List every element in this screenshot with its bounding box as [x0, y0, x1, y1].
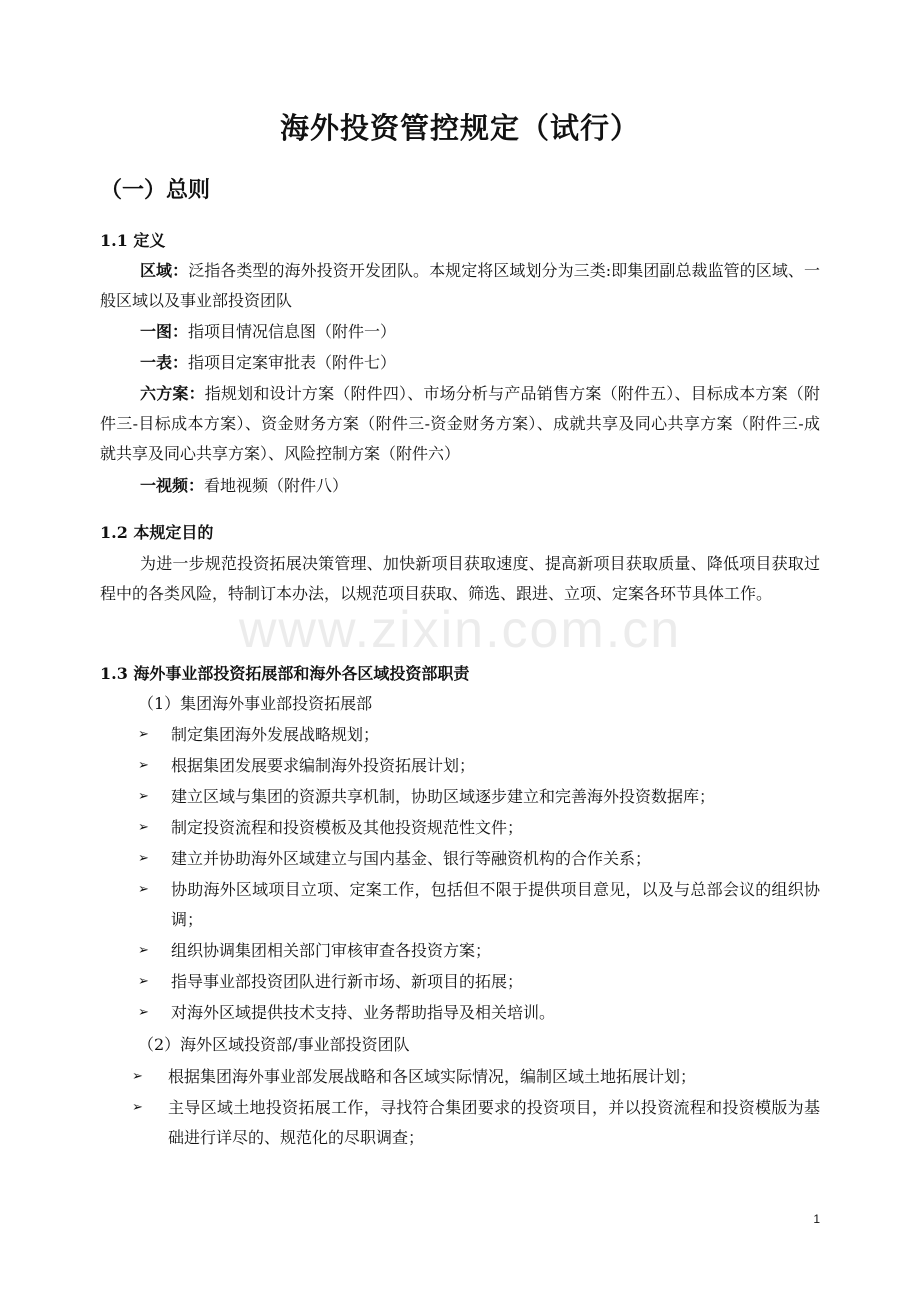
arrow-bullet-icon: ➢ [138, 974, 149, 989]
definition-term: 一表： [140, 353, 189, 372]
arrow-bullet-icon: ➢ [138, 789, 149, 804]
definition-text: 指项目情况信息图（附件一） [188, 322, 397, 341]
section-heading-general: （一）总则 [100, 177, 211, 203]
definition-term: 区域： [140, 261, 189, 280]
arrow-bullet-icon: ➢ [138, 851, 149, 866]
list-item: ➢ 指导事业部投资团队进行新市场、新项目的拓展； [138, 967, 820, 997]
definition-one-chart [100, 317, 820, 347]
definition-term: 一视频： [140, 476, 205, 495]
list-item: ➢ 建立区域与集团的资源共享机制，协助区域逐步建立和完善海外投资数据库； [138, 782, 820, 812]
arrow-bullet-icon: ➢ [138, 1005, 149, 1020]
arrow-bullet-icon: ➢ [138, 758, 149, 773]
list-item: ➢ 对海外区域提供技术支持、业务帮助指导及相关培训。 [138, 998, 820, 1028]
list-item: ➢ 协助海外区域项目立项、定案工作，包括但不限于提供项目意见，以及与总部会议的组织协调； [138, 875, 820, 935]
group-2-duties-list [132, 1062, 820, 1154]
list-item: ➢ 建立并协助海外区域建立与国内基金、银行等融资机构的合作关系； [138, 844, 820, 874]
definition-text: 泛指各类型的海外投资开发团队。本规定将区域划分为三类:即集团副总裁监管的区域、一般区域以及事业部投资团队 [100, 261, 820, 310]
arrow-bullet-icon: ➢ [132, 1100, 143, 1115]
definition-text: 指项目定案审批表（附件七） [188, 353, 397, 372]
arrow-bullet-icon: ➢ [132, 1069, 143, 1084]
purpose-paragraph: 为进一步规范投资拓展决策管理、加快新项目获取速度、提高新项目获取质量、降低项目获取过程中的各类风险，特制订本办法，以规范项目获取、筛选、跟进、立项、定案各环节具体工作。 [100, 554, 820, 603]
definition-term: 六方案： [140, 384, 205, 403]
arrow-bullet-icon: ➢ [138, 820, 149, 835]
watermark: www.zixin.com.cn [238, 601, 682, 659]
definition-term: 一图： [140, 322, 189, 341]
list-item: ➢ 主导区域土地投资拓展工作，寻找符合集团要求的投资项目，并以投资流程和投资模版为基础进行详尽的、规范化的尽职调查； [132, 1093, 820, 1153]
list-item: ➢ 组织协调集团相关部门审核审查各投资方案； [138, 936, 820, 966]
arrow-bullet-icon: ➢ [138, 943, 149, 958]
definition-one-video [100, 471, 820, 501]
list-item: ➢ 制定投资流程和投资模板及其他投资规范性文件； [138, 813, 820, 843]
arrow-bullet-icon: ➢ [138, 882, 149, 897]
page-number: 1 [813, 1212, 820, 1226]
list-item: ➢ 制定集团海外发展战略规划； [138, 720, 820, 750]
group-1-title: （1）集团海外事业部投资拓展部 [138, 694, 373, 713]
group-1-duties-list [138, 720, 820, 1029]
heading-1-2: 1.2 本规定目的 [100, 523, 214, 542]
definition-six-plans [100, 379, 820, 469]
definition-text: 看地视频（附件八） [204, 476, 349, 495]
document-title: 海外投资管控规定（试行） [279, 111, 640, 145]
heading-1-1: 1.1 定义 [100, 231, 166, 250]
arrow-bullet-icon: ➢ [138, 727, 149, 742]
definition-one-table [100, 348, 820, 378]
list-item: ➢ 根据集团发展要求编制海外投资拓展计划； [138, 751, 820, 781]
definition-text: 指规划和设计方案（附件四）、市场分析与产品销售方案（附件五）、目标成本方案（附件三-目标成本方案）、资金财务方案（附件三-资金财务方案）、成就共享及同心共享方案（附件三-成就共享及同心共享方案）、风险控制方案（附件六） [100, 384, 820, 463]
list-item: ➢ 根据集团海外事业部发展战略和各区域实际情况，编制区域土地拓展计划； [132, 1062, 820, 1092]
definition-region [100, 256, 820, 316]
heading-1-3: 1.3 海外事业部投资拓展部和海外各区域投资部职责 [100, 664, 470, 683]
group-2-title: （2）海外区域投资部/事业部投资团队 [138, 1035, 410, 1054]
